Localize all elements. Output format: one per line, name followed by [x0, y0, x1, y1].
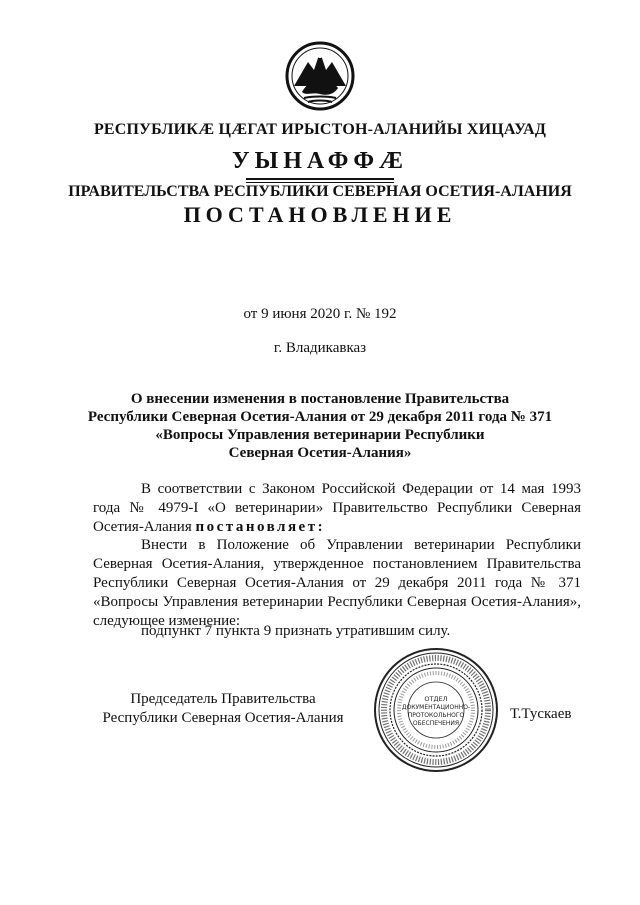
title-line: Республики Северная Осетия-Алания от 29 декабря 2011 года № 371 — [87, 409, 553, 425]
title-line: «Вопросы Управления ветеринарии Республики — [155, 427, 485, 443]
title-line: О внесении изменения в постановление Правительства — [130, 391, 510, 407]
body-paragraph-preamble — [93, 480, 581, 537]
body-paragraph-amendment: Внести в Положение об Управлении ветеринарии Республики Северная Осетия-Алания, утвержденное постановлением Правительства Республики Северная Осетия-Алания от 29 декабря 2011 года № 371 «Вопросы Управления ветеринарии Республики Северная Осетия-Алания», следующее изменение: — [93, 537, 581, 629]
resolves-keyword: постановляет: — [195, 519, 326, 535]
header-divider — [246, 178, 394, 180]
coat-of-arms-icon — [284, 40, 356, 112]
stamp-center-line: ДОКУМЕНТАЦИОННО- — [401, 704, 471, 711]
official-stamp-seal — [372, 646, 500, 774]
header-government-russian: ПРАВИТЕЛЬСТВА РЕСПУБЛИКИ СЕВЕРНАЯ ОСЕТИЯ-АЛАНИЯ — [68, 183, 572, 200]
header-decree-ossetian: УЫНАФФӔ — [232, 148, 408, 174]
header-decree-russian: ПОСТАНОВЛЕНИЕ — [183, 202, 457, 227]
signatory-position-line: Председатель Правительства — [130, 691, 316, 707]
signatory-name: Т.Тускаев — [510, 706, 572, 722]
signatory-position-line: Республики Северная Осетия-Алания — [102, 710, 344, 726]
decree-city: г. Владикавказ — [273, 340, 367, 356]
signatory-position — [93, 690, 353, 728]
stamp-center-line: ОТДЕЛ — [424, 695, 448, 703]
stamp-center-line: ПРОТОКОЛЬНОГО — [407, 712, 465, 719]
decree-title — [0, 390, 640, 462]
title-line: Северная Осетия-Алания» — [228, 445, 412, 461]
body-paragraph-clause: подпункт 7 пункта 9 признать утратившим силу. — [141, 623, 451, 639]
decree-date-number: от 9 июня 2020 г. № 192 — [243, 306, 397, 322]
stamp-center-line: ОБЕСПЕЧЕНИЯ — [412, 720, 460, 727]
preamble-text: В соответствии с Законом Российской Федерации от 14 мая 1993 года № 4979-I «О ветеринарии» Правительство Республики Северная Осетия-Алания — [93, 481, 581, 535]
header-republic-ossetian: РЕСПУБЛИКӔ ЦӔГАТ ИРЫСТОН-АЛАНИЙЫ ХИЦАУАД — [93, 121, 547, 138]
